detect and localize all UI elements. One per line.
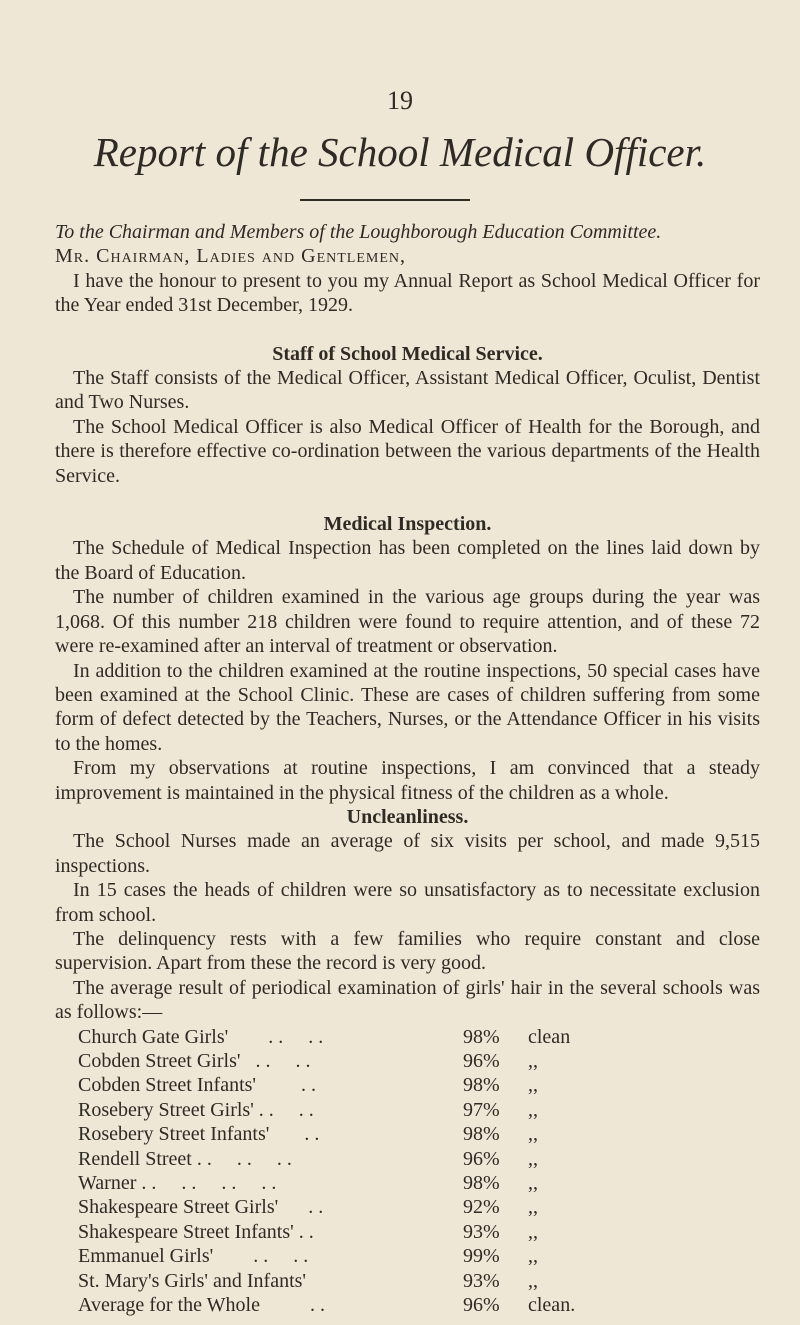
- ditto-mark: ,,: [528, 1098, 538, 1121]
- clean-percent: 92%: [463, 1196, 500, 1219]
- uncleanliness-heading: Uncleanliness.: [346, 805, 469, 828]
- hair-results-table: [78, 1025, 760, 1318]
- inspection-paragraph-3: In addition to the children examined at the routine inspections, 50 special cases have been examined at the School Clinic. These are cases of children suffering from some form of defect detected by the Teachers, Nurses, or the Attendance Officer in his visits to the homes.: [55, 659, 760, 755]
- school-name: Cobden Street Infants' . .: [78, 1074, 317, 1097]
- ditto-mark: ,,: [528, 1220, 538, 1243]
- clean-label: clean.: [528, 1293, 576, 1316]
- table-row: [78, 1195, 760, 1219]
- uncleanliness-paragraph-3: The delinquency rests with a few families who require constant and close supervision. Apart from these the record is very good.: [55, 927, 760, 975]
- clean-percent: 98%: [463, 1025, 500, 1048]
- clean-percent: 99%: [463, 1245, 500, 1268]
- ditto-mark: ,,: [528, 1245, 538, 1268]
- uncleanliness-paragraph-4: The average result of periodical examination of girls' hair in the several schools was as follows:—: [55, 976, 760, 1024]
- inspection-paragraph-4: From my observations at routine inspections, I am convinced that a steady improvement is maintained in the physical fitness of the children as a whole.: [55, 757, 760, 804]
- school-name: St. Mary's Girls' and Infants': [78, 1269, 307, 1292]
- clean-percent: 98%: [463, 1074, 500, 1097]
- table-row: [78, 1049, 760, 1073]
- report-body: [55, 220, 760, 1317]
- ditto-mark: ,,: [528, 1171, 538, 1194]
- school-name: Rosebery Street Infants' . .: [78, 1123, 320, 1146]
- school-name: Warner . . . . . . . .: [78, 1171, 277, 1194]
- addressee: To the Chairman and Members of the Loughborough Education Committee.: [55, 221, 662, 243]
- clean-percent: 96%: [463, 1049, 500, 1072]
- staff-paragraph-2: The School Medical Officer is also Medical Officer of Health for the Borough, and there is therefore effective co-ordination between the various departments of the Health Service.: [55, 415, 760, 487]
- table-row: [78, 1147, 760, 1171]
- clean-percent: 93%: [463, 1269, 500, 1292]
- school-name: Church Gate Girls' . . . .: [78, 1025, 324, 1048]
- table-row: [78, 1220, 760, 1244]
- table-row: [78, 1122, 760, 1146]
- clean-percent: 98%: [463, 1171, 500, 1194]
- ditto-mark: ,,: [528, 1123, 538, 1146]
- uncleanliness-paragraph-2: In 15 cases the heads of children were so unsatisfactory as to necessitate exclusion from school.: [55, 879, 760, 926]
- clean-label: clean: [528, 1025, 571, 1048]
- school-name: Rendell Street . . . . . .: [78, 1147, 292, 1170]
- school-name: Rosebery Street Girls' . . . .: [78, 1098, 314, 1121]
- clean-percent: 97%: [463, 1098, 500, 1121]
- clean-percent: 93%: [463, 1220, 500, 1243]
- school-name: Shakespeare Street Girls' . .: [78, 1196, 324, 1219]
- table-row: [78, 1073, 760, 1097]
- ditto-mark: ,,: [528, 1147, 538, 1170]
- ditto-mark: ,,: [528, 1196, 538, 1219]
- table-row: [78, 1244, 760, 1268]
- table-row: [78, 1269, 760, 1293]
- school-name: Emmanuel Girls' . . . .: [78, 1245, 309, 1268]
- salutation: Mr. Chairman, Ladies and Gentlemen,: [55, 245, 406, 268]
- table-row: [78, 1098, 760, 1122]
- school-name: Cobden Street Girls' . . . .: [78, 1049, 311, 1072]
- inspection-paragraph-2: The number of children examined in the various age groups during the year was 1,068. Of this number 218 children were found to require attention, and of these 72 were re-examined after an interval of treatment or observation.: [55, 586, 760, 658]
- school-name: Shakespeare Street Infants' . .: [78, 1220, 314, 1243]
- staff-paragraph-1: The Staff consists of the Medical Officer, Assistant Medical Officer, Oculist, Dentist and Two Nurses.: [55, 367, 760, 414]
- table-row: [78, 1171, 760, 1195]
- table-row: [78, 1025, 760, 1049]
- clean-percent: 96%: [463, 1293, 500, 1316]
- intro-paragraph: I have the honour to present to you my Annual Report as School Medical Officer for the Year ended 31st December, 1929.: [55, 269, 760, 317]
- inspection-heading: Medical Inspection.: [323, 513, 492, 536]
- uncleanliness-paragraph-1: The School Nurses made an average of six visits per school, and made 9,515 inspections.: [55, 830, 760, 877]
- table-row-average: [78, 1293, 760, 1317]
- title-divider: [300, 199, 470, 201]
- clean-percent: 98%: [463, 1123, 500, 1146]
- ditto-mark: ,,: [528, 1049, 538, 1072]
- inspection-paragraph-1: The Schedule of Medical Inspection has been completed on the lines laid down by the Board of Education.: [55, 537, 760, 584]
- school-name: Average for the Whole . .: [78, 1293, 325, 1316]
- clean-percent: 96%: [463, 1147, 500, 1170]
- page-title: Report of the School Medical Officer.: [93, 129, 707, 175]
- ditto-mark: ,,: [528, 1269, 538, 1292]
- page-number: 19: [387, 86, 413, 115]
- ditto-mark: ,,: [528, 1074, 538, 1097]
- staff-heading: Staff of School Medical Service.: [272, 342, 543, 365]
